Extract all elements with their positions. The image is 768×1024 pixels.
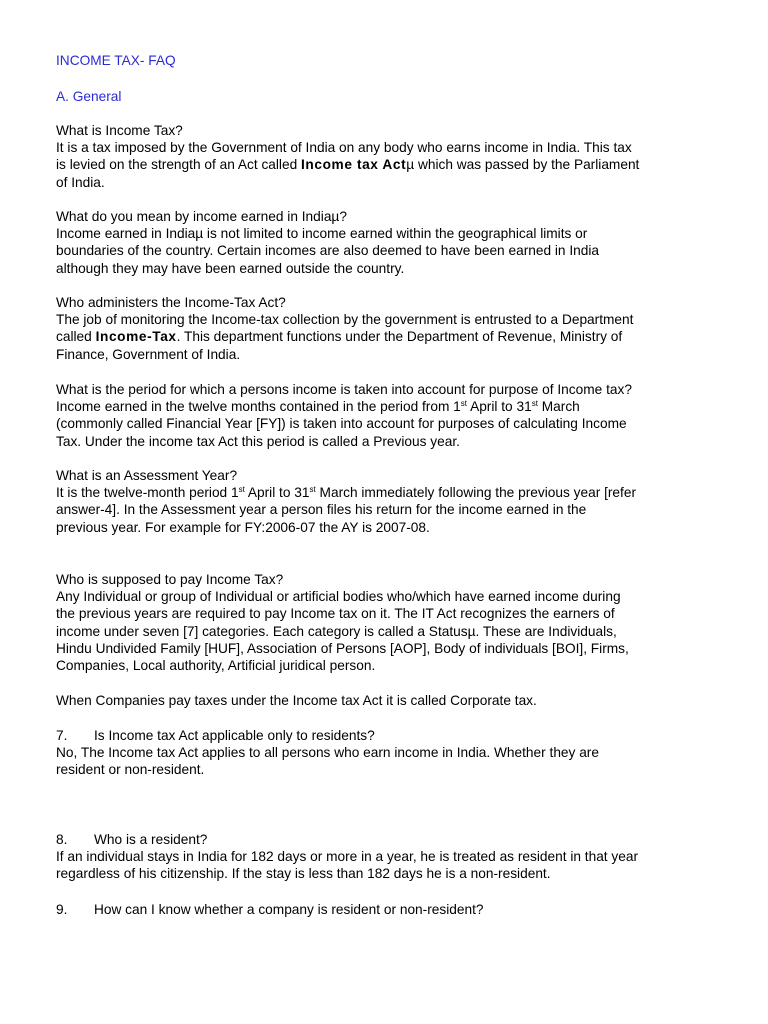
numbered-faq-item [56, 727, 746, 779]
faq-answer-line: resident or non-resident. [56, 762, 205, 778]
numbered-question: 7. Is Income tax Act applicable only to residents? [56, 728, 375, 743]
faq-answer-line: It is a tax imposed by the Government of India on any body who earns income in India. This tax [56, 140, 632, 156]
faq-answer-line: Finance, Government of India. [56, 346, 241, 362]
faq-answer-line: Companies, Local authority, Artificial juridical person. [56, 658, 376, 674]
faq-answer-line: called Income-Tax. This department functions under the Department of Revenue, Ministry of [56, 329, 623, 345]
numbered-faq-item [56, 901, 746, 918]
faq-question: What is an Assessment Year? [56, 468, 238, 483]
faq-answer-line: previous year. For example for FY:2006-07 the AY is 2007-08. [56, 519, 430, 535]
faq-answer-line: No, The Income tax Act applies to all persons who earn income in India. Whether they are [56, 745, 599, 761]
item-number: 9. [56, 902, 68, 917]
item-number: 7. [56, 728, 68, 743]
faq-answer-line: income under seven [7] categories. Each category is called a Statusµ. These are Individuals, [56, 623, 617, 639]
faq-item [56, 571, 746, 674]
faq-answer-line: It is the twelve-month period 1st April to 31st March immediately following the previous year [refer [56, 485, 637, 501]
faq-answer-line: although they may have been earned outside the country. [56, 260, 405, 276]
faq-answer-line: The job of monitoring the Income-tax collection by the government is entrusted to a Department [56, 312, 634, 328]
faq-answer-line: of India. [56, 174, 105, 190]
faq-answer-line: Hindu Undivided Family [HUF], Association of Persons [AOP], Body of individuals [BOI], Firms, [56, 640, 629, 656]
section-heading: A. General [56, 89, 122, 104]
faq-question: What do you mean by income earned in Indiaµ? [56, 209, 347, 224]
faq-answer-line: Tax. Under the income tax Act this period is called a Previous year. [56, 433, 460, 449]
numbered-question: 8. Who is a resident? [56, 832, 208, 847]
numbered-question: 9. How can I know whether a company is resident or non-resident? [56, 902, 484, 917]
faq-question: What is Income Tax? [56, 123, 183, 138]
faq-question: What is the period for which a persons income is taken into account for purpose of Income tax? [56, 382, 632, 397]
faq-answer-line: If an individual stays in India for 182 days or more in a year, he is treated as resident in that year [56, 849, 639, 865]
document-title: INCOME TAX- FAQ [56, 53, 176, 68]
numbered-faq-item [56, 831, 746, 883]
faq-item [56, 381, 746, 450]
faq-answer-line: answer-4]. In the Assessment year a person files his return for the income earned in the [56, 502, 587, 518]
faq-answer-line: Income earned in the twelve months contained in the period from 1st April to 31st March [56, 399, 580, 415]
faq-answer-line: regardless of his citizenship. If the stay is less than 182 days he is a non-resident. [56, 866, 551, 882]
bold-term: Income-Tax [95, 329, 177, 345]
faq-answer-line: the previous years are required to pay Income tax on it. The IT Act recognizes the earners of [56, 606, 615, 622]
faq-answer-line: Income earned in Indiaµ is not limited to income earned within the geographical limits or [56, 226, 588, 242]
corporate-tax-note: When Companies pay taxes under the Income tax Act it is called Corporate tax. [56, 693, 537, 708]
faq-item [56, 467, 746, 536]
faq-answer-line: (commonly called Financial Year [FY]) is taken into account for purposes of calculating Income [56, 416, 627, 432]
faq-item [56, 208, 746, 277]
bold-term: Income tax Act [301, 157, 407, 173]
item-number: 8. [56, 832, 68, 847]
faq-item [56, 122, 746, 191]
faq-answer-line: is levied on the strength of an Act called Income tax Actµ which was passed by the Parliament [56, 157, 640, 173]
faq-answer-line: boundaries of the country. Certain incomes are also deemed to have been earned in India [56, 243, 600, 259]
faq-item [56, 294, 746, 363]
faq-answer-line: Any Individual or group of Individual or artificial bodies who/which have earned income during [56, 589, 621, 605]
faq-question: Who administers the Income-Tax Act? [56, 295, 286, 310]
faq-question: Who is supposed to pay Income Tax? [56, 572, 284, 587]
